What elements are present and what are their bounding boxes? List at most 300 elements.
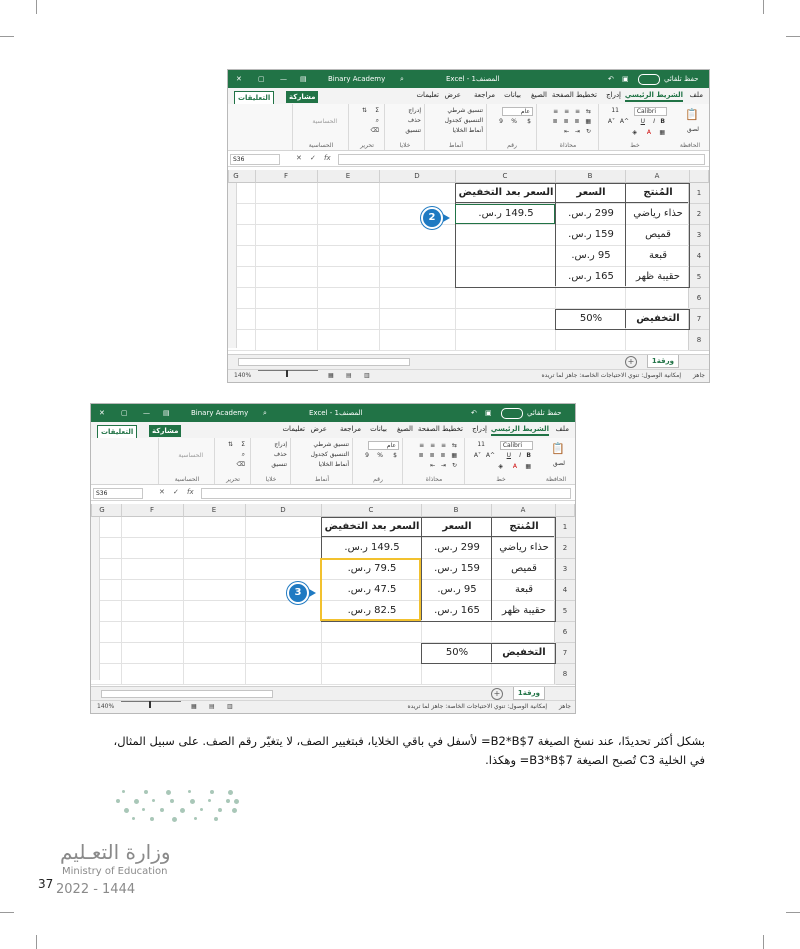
cell-E5[interactable] [183,601,246,622]
tab-insert[interactable]: إدراج [472,425,487,433]
cell-C1[interactable]: السعر بعد التخفيض [455,183,556,204]
cell-E4[interactable] [317,246,380,267]
tab-view[interactable]: عرض [310,425,327,433]
clipboard-group [537,438,575,484]
cell-E2[interactable] [183,538,246,559]
cell-E6[interactable] [183,622,246,643]
cell-F6[interactable] [121,622,184,643]
cell-C5[interactable] [455,267,556,288]
cell-styles-button[interactable]: أنماط الخلايا [318,461,349,468]
cell-F7[interactable] [121,643,184,664]
logo-dot [150,817,154,821]
cell-D6[interactable] [379,288,456,309]
column-header[interactable]: F [121,504,184,517]
align-icons-2[interactable]: ≣ ≣ ≣ ▦ [552,118,593,125]
autosum-button[interactable]: Σ [375,107,379,114]
cell-B8[interactable] [555,330,626,351]
comma-button[interactable]: 9 [499,118,503,125]
cell-B8[interactable] [421,664,492,685]
cell-F2[interactable] [255,204,318,225]
italic-button[interactable]: I [519,452,521,459]
cell-D1[interactable] [379,183,456,204]
sensitivity-group-label: الحساسية [174,476,200,483]
cell-F6[interactable] [255,288,318,309]
italic-button[interactable]: I [653,118,655,125]
autosave-label: حفظ تلقائي [664,75,699,83]
currency-button[interactable]: $ [527,118,531,125]
borders-icon[interactable]: ▦ [659,129,665,136]
step-badge: 3 [287,582,309,604]
name-box[interactable]: S36 [93,488,143,499]
logo-dot [226,799,230,803]
fill-color-icon[interactable]: ◈ [498,463,503,470]
save-icon[interactable]: ▣ [622,75,629,83]
cell-F8[interactable] [255,330,318,351]
tab-file[interactable]: ملف [689,91,703,99]
cell-C3[interactable] [455,225,556,246]
font-size-select[interactable]: 11 [611,107,619,114]
column-header[interactable]: C [321,504,422,517]
cell-C5[interactable]: 82.5 ر.س. [321,601,422,622]
ministry-name-english: Ministry of Education [62,866,168,877]
cell-B7[interactable]: 50% [555,309,626,330]
cell-F4[interactable] [255,246,318,267]
cell-A5[interactable]: حقيبة ظهر [625,267,690,288]
share-button[interactable]: مشاركة [286,91,318,103]
format-cells-button[interactable]: تنسيق [271,461,287,468]
add-sheet-icon[interactable]: + [491,688,503,700]
zoom-slider[interactable] [258,370,318,371]
clear-icon[interactable]: ⌫ [370,127,379,134]
cell-D2[interactable] [245,538,322,559]
shrink-font-button[interactable]: A˅ [473,452,481,459]
cell-C4[interactable] [455,246,556,267]
currency-button[interactable]: $ [393,452,397,459]
cell-D8[interactable] [379,330,456,351]
clipboard-group [671,104,709,150]
enter-icon[interactable]: ✓ [173,488,179,496]
view-break-icon[interactable]: ▥ [364,372,370,379]
tab-review[interactable]: مراجعة [339,425,361,433]
cell-C8[interactable] [321,664,422,685]
comma-button[interactable]: 9 [365,452,369,459]
cell-B1[interactable]: السعر [421,517,492,538]
row-header[interactable]: 5 [688,267,709,288]
cell-C2[interactable]: 149.5 ر.س. [321,538,422,559]
cell-C7[interactable] [321,643,422,664]
fx-label[interactable]: fx [324,154,331,162]
comments-button[interactable]: التعليقات [97,425,137,439]
undo-icon[interactable]: ↶ [608,75,614,83]
cell-C6[interactable] [455,288,556,309]
tab-data[interactable]: بيانات [370,425,387,433]
cell-A6[interactable] [491,622,556,643]
cell-B5[interactable]: 165 ر.س. [555,267,626,288]
cell-B3[interactable]: 159 ر.س. [421,559,492,580]
row-header[interactable]: 3 [688,225,709,246]
cell-A2[interactable]: حذاء رياضي [491,538,556,559]
cell-E7[interactable] [183,643,246,664]
cell-A7[interactable]: التخفيض [491,643,556,664]
row-header[interactable]: 3 [554,559,575,580]
cell-E3[interactable] [317,225,380,246]
logo-dot [228,790,233,795]
row-header[interactable]: 2 [554,538,575,559]
zoom-level[interactable]: 140% [97,703,115,710]
title-bar [228,70,709,88]
row-header[interactable]: 8 [554,664,575,685]
autosave-toggle[interactable] [638,74,660,85]
cell-F2[interactable] [121,538,184,559]
cell-E8[interactable] [183,664,246,685]
cell-D1[interactable] [245,517,322,538]
cell-A4[interactable]: قبعة [625,246,690,267]
cell-C8[interactable] [455,330,556,351]
find-icon[interactable]: ⌕ [241,451,245,458]
view-normal-icon[interactable]: ▦ [328,372,334,379]
caption-text: بشكل أكثر تحديدًا، عند نسخ الصيغة B2*B$7= لأسفل في باقي الخلايا، فبتغيير الصف، لا يتغيّر رقم الصف. على سبيل المثال، في الخلية C3 تُصبح الصيغة B3*B$7= وهكذا. [113,734,705,767]
column-header[interactable]: D [245,504,322,517]
cells-group [250,438,291,484]
tab-file[interactable]: ملف [555,425,569,433]
cell-A8[interactable] [625,330,690,351]
fill-color-icon[interactable]: ◈ [632,129,637,136]
insert-cells-button[interactable]: إدراج [274,441,287,448]
cancel-icon[interactable]: ✕ [159,488,165,496]
cells-group-label: خلايا [399,142,411,149]
cell-D7[interactable] [379,309,456,330]
cell-B2[interactable]: 299 ر.س. [421,538,492,559]
horizontal-scrollbar[interactable] [238,358,410,366]
clipboard-group-label: الحافظة [679,142,701,149]
format-cells-button[interactable]: تنسيق [405,127,421,134]
minimize-icon[interactable]: — [280,75,287,83]
sort-filter-icon[interactable]: ⇅ [227,441,233,448]
format-as-table-button[interactable]: التنسيق كجدول [444,117,483,124]
number-format-select[interactable]: عام [368,441,399,450]
bold-button[interactable]: B [660,118,665,125]
cell-B5[interactable]: 165 ر.س. [421,601,492,622]
styles-group-label: أنماط [448,142,464,149]
tab-data[interactable]: بيانات [504,91,521,99]
cell-C2[interactable]: 149.5 ر.س. [455,204,556,225]
grow-font-button[interactable]: A^ [619,118,629,125]
cell-F1[interactable] [255,183,318,204]
horizontal-scrollbar[interactable] [101,690,273,698]
indent-icons[interactable]: ⇤ ⇥ ↻ [564,128,593,135]
cell-A7[interactable]: التخفيض [625,309,690,330]
account-name[interactable]: Binary Academy [191,409,249,417]
tab-home[interactable]: الشريط الرئيسي [491,425,549,436]
spreadsheet-grid [228,170,709,348]
sheet-tab-bar [228,354,709,369]
row-header[interactable]: 6 [554,622,575,643]
autosave-toggle[interactable] [501,408,523,419]
cell-A6[interactable] [625,288,690,309]
view-layout-icon[interactable]: ▤ [346,372,352,379]
shrink-font-button[interactable]: A˅ [607,118,615,125]
logo-dot [190,799,195,804]
cell-B4[interactable]: 95 ر.س. [555,246,626,267]
search-icon[interactable]: ⌕ [263,409,267,417]
column-header[interactable]: C [455,170,556,183]
editing-group-label: تحرير [226,476,240,483]
cell-B3[interactable]: 159 ر.س. [555,225,626,246]
cell-B1[interactable]: السعر [555,183,626,204]
column-header[interactable]: E [317,170,380,183]
delete-cells-button[interactable]: حذف [273,451,287,458]
select-all-corner[interactable] [688,170,709,183]
formula-input[interactable] [338,154,705,165]
vertical-scrollbar[interactable] [91,517,100,680]
styles-group [290,438,353,484]
cell-D3[interactable] [379,225,456,246]
percent-button[interactable]: % [511,118,517,125]
percent-button[interactable]: % [377,452,383,459]
tab-view[interactable]: عرض [444,91,461,99]
crop-mark [786,912,800,913]
cell-D3[interactable] [245,559,322,580]
tab-review[interactable]: مراجعة [473,91,495,99]
logo-dot [180,808,185,813]
enter-icon[interactable]: ✓ [310,154,316,162]
cell-A1[interactable]: المُنتج [625,183,690,204]
column-header[interactable]: B [555,170,626,183]
paste-label[interactable]: لصق [552,460,565,467]
cell-C4[interactable]: 47.5 ر.س. [321,580,422,601]
insert-cells-button[interactable]: إدراج [408,107,421,114]
row-header[interactable]: 2 [688,204,709,225]
logo-dot [122,790,125,793]
close-icon[interactable]: ✕ [236,75,242,83]
paste-label[interactable]: لصق [686,126,699,133]
paste-icon[interactable]: 📋 [685,108,699,121]
column-header[interactable]: G [90,504,122,517]
view-normal-icon[interactable]: ▦ [191,703,197,710]
tab-help[interactable]: تعليمات [416,91,439,99]
conditional-format-button[interactable]: تنسيق شرطي [313,441,349,448]
alignment-group [536,104,599,150]
status-ready: جاهز [692,372,705,379]
underline-button[interactable]: U [506,452,511,459]
column-header[interactable]: G [227,170,256,183]
column-header[interactable]: F [255,170,318,183]
cell-D8[interactable] [245,664,322,685]
cell-A8[interactable] [491,664,556,685]
cell-F5[interactable] [255,267,318,288]
cell-A1[interactable]: المُنتج [491,517,556,538]
editing-group [348,104,385,150]
tab-help[interactable]: تعليمات [282,425,305,433]
sort-filter-icon[interactable]: ⇅ [361,107,367,114]
cell-F4[interactable] [121,580,184,601]
row-header[interactable]: 4 [688,246,709,267]
font-color-icon[interactable]: A [646,129,651,136]
borders-icon[interactable]: ▦ [525,463,531,470]
excel-screenshot-1 [227,69,710,383]
logo-dot [210,790,214,794]
column-header[interactable]: D [379,170,456,183]
cell-F1[interactable] [121,517,184,538]
conditional-format-button[interactable]: تنسيق شرطي [447,107,483,114]
cell-E5[interactable] [317,267,380,288]
zoom-slider-knob[interactable] [149,701,151,708]
cell-F7[interactable] [255,309,318,330]
share-button[interactable]: مشاركة [149,425,181,437]
cell-B6[interactable] [555,288,626,309]
number-group [486,104,537,150]
cell-D4[interactable] [379,246,456,267]
undo-icon[interactable]: ↶ [471,409,477,417]
accessibility-status[interactable]: إمكانية الوصول: تنوي الاحتياجات الخاصة: جاهز لما تريده [407,703,547,710]
title-bar [91,404,575,422]
cell-A3[interactable]: قميص [625,225,690,246]
column-header[interactable]: A [625,170,690,183]
ribbon-display-icon[interactable]: ▤ [163,409,170,417]
sheet-tab[interactable]: ورقة1 [513,687,545,700]
row-header[interactable]: 1 [554,517,575,538]
cell-B4[interactable]: 95 ر.س. [421,580,492,601]
cell-B2[interactable]: 299 ر.س. [555,204,626,225]
column-header-spacer [228,170,229,183]
formula-bar [228,152,709,167]
cell-E3[interactable] [183,559,246,580]
logo-dot [218,808,222,812]
cell-C7[interactable] [455,309,556,330]
cell-C1[interactable]: السعر بعد التخفيض [321,517,422,538]
sensitivity-button[interactable]: الحساسية [312,118,337,125]
font-name-select[interactable]: Calibri [634,107,667,116]
ribbon-tabs [91,422,575,438]
cell-D5[interactable] [245,601,322,622]
row-header[interactable]: 6 [688,288,709,309]
tab-formulas[interactable]: الصيغ [397,425,413,433]
cell-E1[interactable] [317,183,380,204]
save-icon[interactable]: ▣ [485,409,492,417]
cell-E8[interactable] [317,330,380,351]
tab-page-layout[interactable]: تخطيط الصفحة [417,425,463,433]
font-size-select[interactable]: 11 [477,441,485,448]
cell-A5[interactable]: حقيبة ظهر [491,601,556,622]
select-all-corner[interactable] [554,504,575,517]
delete-cells-button[interactable]: حذف [407,117,421,124]
font-group-label: خط [496,476,506,483]
close-icon[interactable]: ✕ [99,409,105,417]
cell-E7[interactable] [317,309,380,330]
name-box[interactable]: S36 [230,154,280,165]
tab-formulas[interactable]: الصيغ [531,91,547,99]
crop-mark [786,36,800,37]
underline-button[interactable]: U [640,118,645,125]
cell-E1[interactable] [183,517,246,538]
font-color-icon[interactable]: A [512,463,517,470]
cell-B6[interactable] [421,622,492,643]
zoom-level[interactable]: 140% [234,372,252,379]
status-ready: جاهز [558,703,571,710]
column-header[interactable]: A [491,504,556,517]
cell-C3[interactable]: 79.5 ر.س. [321,559,422,580]
cell-E6[interactable] [317,288,380,309]
align-icons-2[interactable]: ≣ ≣ ≣ ▦ [418,452,459,459]
view-layout-icon[interactable]: ▤ [209,703,215,710]
tab-home[interactable]: الشريط الرئيسي [625,91,683,102]
cell-styles-button[interactable]: أنماط الخلايا [452,127,483,134]
row-header[interactable]: 8 [688,330,709,351]
indent-icons[interactable]: ⇤ ⇥ ↻ [430,462,459,469]
zoom-slider-knob[interactable] [286,370,288,377]
restore-icon[interactable]: ▢ [121,409,128,417]
column-header[interactable]: E [183,504,246,517]
cell-F5[interactable] [121,601,184,622]
cell-A4[interactable]: قبعة [491,580,556,601]
font-name-select[interactable]: Calibri [500,441,533,450]
search-icon[interactable]: ⌕ [400,75,404,83]
clear-icon[interactable]: ⌫ [236,461,245,468]
cell-E2[interactable] [317,204,380,225]
align-icons[interactable]: ≡ ≡ ≡ ⇆ [553,108,593,115]
ribbon-display-icon[interactable]: ▤ [300,75,307,83]
comments-button[interactable]: التعليقات [234,91,274,105]
cancel-icon[interactable]: ✕ [296,154,302,162]
styles-group [424,104,487,150]
format-as-table-button[interactable]: التنسيق كجدول [310,451,349,458]
row-header[interactable]: 1 [688,183,709,204]
number-format-select[interactable]: عام [502,107,533,116]
add-sheet-icon[interactable]: + [625,356,637,368]
vertical-scrollbar[interactable] [228,183,237,348]
sheet-tab[interactable]: ورقة1 [647,355,679,368]
row-header[interactable]: 4 [554,580,575,601]
row-header[interactable]: 7 [554,643,575,664]
autosum-button[interactable]: Σ [241,441,245,448]
logo-dot [214,817,218,821]
cell-D7[interactable] [245,643,322,664]
fx-label[interactable]: fx [187,488,194,496]
cell-E4[interactable] [183,580,246,601]
cell-D5[interactable] [379,267,456,288]
tab-page-layout[interactable]: تخطيط الصفحة [551,91,597,99]
cell-F3[interactable] [255,225,318,246]
row-header[interactable]: 5 [554,601,575,622]
tab-insert[interactable]: إدراج [606,91,621,99]
cell-C6[interactable] [321,622,422,643]
ministry-logo-dots [110,790,240,830]
bold-button[interactable]: B [526,452,531,459]
step-badge: 2 [421,207,443,229]
formula-input[interactable] [201,488,571,499]
minimize-icon[interactable]: — [143,409,150,417]
column-header[interactable]: B [421,504,492,517]
row-header[interactable]: 7 [688,309,709,330]
cell-A2[interactable]: حذاء رياضي [625,204,690,225]
align-icons[interactable]: ≡ ≡ ≡ ⇆ [419,442,459,449]
paste-icon[interactable]: 📋 [551,442,565,455]
cell-A3[interactable]: قميص [491,559,556,580]
accessibility-status[interactable]: إمكانية الوصول: تنوي الاحتياجات الخاصة: جاهز لما تريده [541,372,681,379]
cell-B7[interactable]: 50% [421,643,492,664]
logo-dot [132,817,135,820]
find-icon[interactable]: ⌕ [375,117,379,124]
cell-F3[interactable] [121,559,184,580]
grow-font-button[interactable]: A^ [485,452,495,459]
view-break-icon[interactable]: ▥ [227,703,233,710]
account-name[interactable]: Binary Academy [328,75,386,83]
restore-icon[interactable]: ▢ [258,75,265,83]
sensitivity-button[interactable]: الحساسية [178,452,203,459]
cell-F8[interactable] [121,664,184,685]
zoom-slider[interactable] [121,701,181,702]
cell-D6[interactable] [245,622,322,643]
